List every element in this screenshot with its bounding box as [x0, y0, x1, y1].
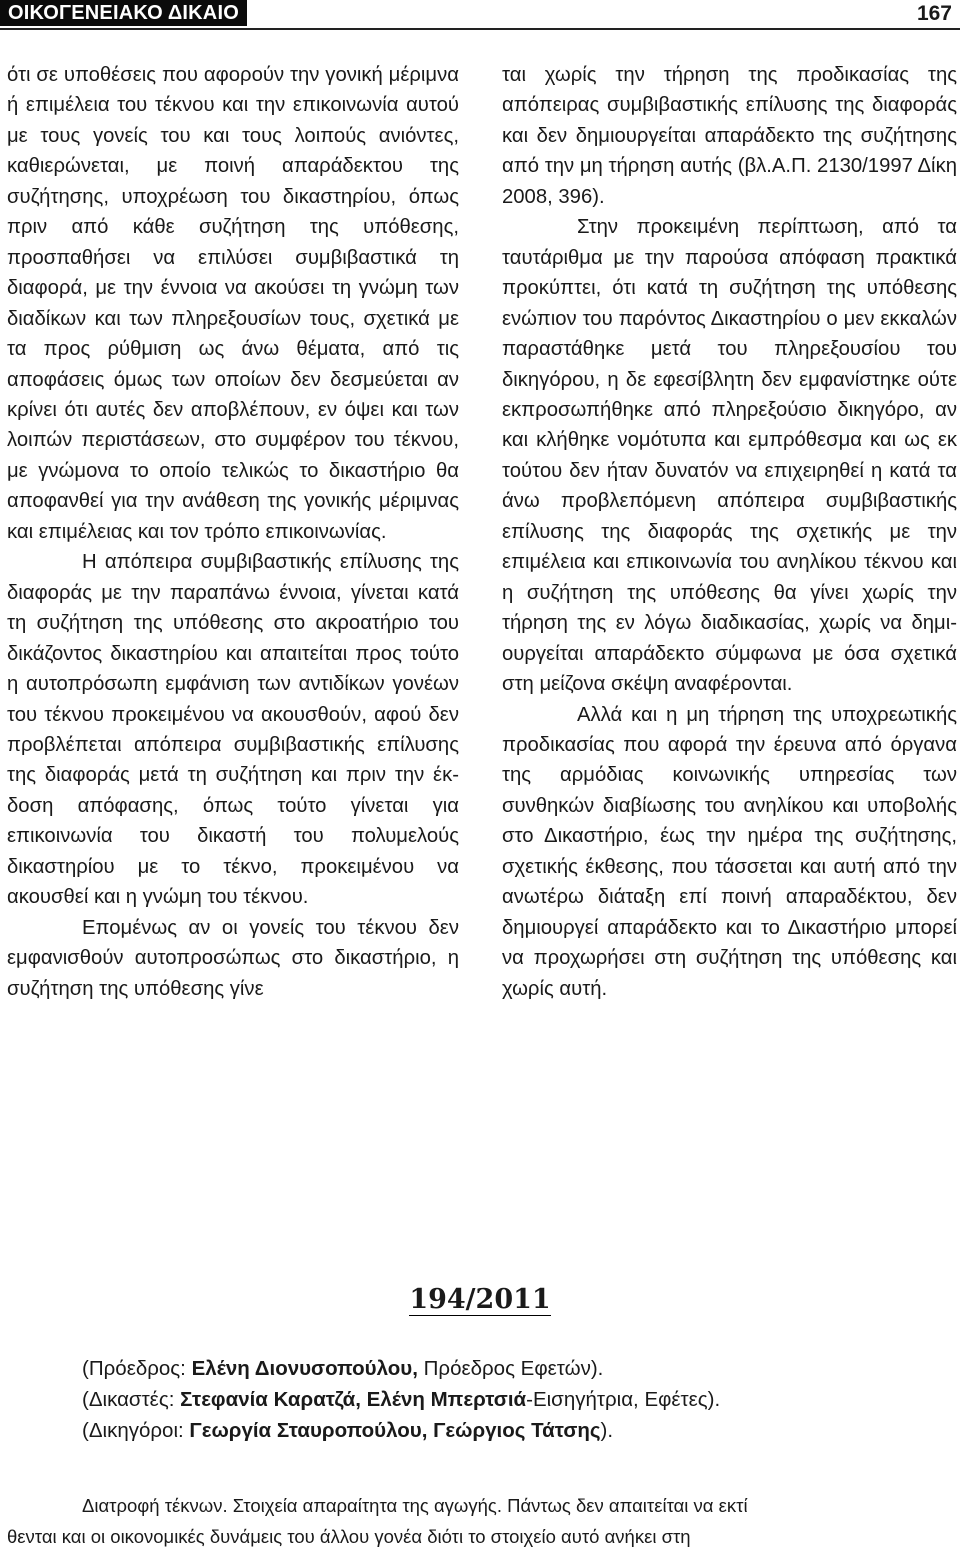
- case-number-heading: [0, 1283, 960, 1317]
- president-label: (Πρόεδρος:: [82, 1357, 192, 1380]
- president-name: Ελένη Διονυσοπούλου,: [191, 1357, 418, 1380]
- paragraph: Αλλά και η μη τήρηση της υποχρεωτικής προδικασίας που αφορά την έρευνα από όργανα της αρμόδιας κοινωνικής υπηρεσίας των συνθηκών διαβίωσης του ανηλίκου και υποβολής στο Δικαστήριο, έως την ημέρα της συζήτησης, σχετικής έκθεσης, που τάσσεται και αυτή από την ανωτέρω διάταξη επί ποινή απαραδέκτου, δεν δημιουργεί απαράδεκτο και το Δικαστήριο μπορεί να προχωρήσει στη συζήτηση της υπόθεσης και χωρίς αυτή.: [502, 703, 957, 1000]
- case-summary: [7, 1490, 952, 1552]
- president-line: [82, 1353, 952, 1384]
- summary-line: Διατροφή τέκνων. Στοιχεία απαραίτητα της αγωγής. Πάντως δεν απαιτείται να εκτί: [82, 1495, 748, 1516]
- judges-line: [82, 1384, 952, 1415]
- running-header: [0, 0, 960, 30]
- paragraph: Επομένως αν οι γονείς του τέκνου δεν εμφανισθούν αυτοπροσώπως στο δικαστήριο, η συζήτηση της υπόθεσης γίνε: [7, 916, 459, 1000]
- left-column: [7, 60, 459, 1004]
- summary-line: θενται και οι οικονομικές δυνάμεις του άλλου γονέα διότι το στοιχείο αυτό ανήκει στη: [7, 1526, 691, 1547]
- lawyers-line: [82, 1415, 952, 1446]
- paragraph: ότι σε υποθέσεις που αφορούν την γονική μέριμνα ή επιμέλεια του τέκνου και την επικοινωνία αυτού με τους γονείς του και τους λοιπούς ανιόντες, καθιερώνεται, με ποινή απαράδεκτου της συζήτησης, υποχρέωση του δικαστηρίου, όπως πριν από κάθε συζήτηση της υπόθεσης, προσπαθήσει να επιλύσει συμβιβαστικά τη διαφορά, με την έννοια να ακούσει τη γνώμη των διαδίκων και των πληρεξουσίων τους, σχετικά με τα προς ρύθμιση ως άνω θέματα, από τις αποφάσεις όμως των οποίων δεν δεσμεύεται αν κρίνει ότι αυτές δεν αποβλέπουν, εν όψει και των λοιπών περιστάσεων, στο συμφέρον του τέκνου, με γνώμονα το οποίο τελικώς το δικαστήριο θα αποφανθεί για την ανάθεση της γονικής μέριμνας και επιμέλειας και τον τρόπο επικοινωνίας.: [7, 64, 459, 543]
- president-role: Πρόεδρος Εφετών).: [417, 1357, 604, 1380]
- case-number: 194/2011: [409, 1284, 551, 1315]
- paragraph: Στην προκειμένη περίπτωση, από τα ταυτάριθμα με την παρούσα απόφαση πρακτικά προκύπτει, ότι κατά τη συζήτηση της υπόθεσης ενώπιον του παρόντος Δικαστηρίου ο μεν εκκαλών παραστάθηκε μετά του πληρεξουσίου του δικηγόρου, η δε εφεσίβλητη δεν εμφανίστηκε ούτε εκπροσωπήθηκε από πληρεξούσιο δικηγόρο, αν και κλήθηκε νομότυπα και εμπρόθεσμα και ως εκ τούτου δεν ήταν δυνατόν να επιχειρηθεί η κατά τα άνω προβλεπόμενη απόπειρα συμβιβαστικής επίλυσης της διαφοράς της σχετικής με την επιμέλεια και επικοινωνία του ανηλίκου τέκνου και η συζήτηση της υπόθεσης θα γίνει χωρίς την τήρηση της εν λόγω διαδικασίας, χωρίς να δημιουργείται απαράδεκτο σύμφωνα με όσα σχετικά στη μείζονα σκέψη αναφέρονται.: [502, 216, 957, 696]
- judges-role: -Εισηγήτρια, Εφέτες).: [526, 1388, 721, 1411]
- judges-names: Στεφανία Καρατζά, Ελένη Μπερτσιά: [180, 1388, 527, 1411]
- paragraph: Η απόπειρα συμβιβαστικής επίλυσης της διαφοράς με την παραπάνω έννοια, γίνεται κατά τη συζήτηση της υπόθεσης στο ακροατήριο του δικάζοντος δικαστηρίου και απαιτείται προς τούτο η αυτοπρόσωπη εμφάνιση των αντιδίκων γονέων του τέκνου προκειμένου να ακουσθούν, αφού δεν προβλέπεται απόπειρα συμβιβαστικής επίλυσης της διαφοράς μετά τη συζήτηση και πριν την έκδοση απόφασης, όπως τούτο γίνεται για επικοινωνία του δικαστή του πολυμελούς δικαστηρίου με το τέκνο, προκειμένου να ακουσθεί και η γνώμη του τέκνου.: [7, 551, 459, 909]
- section-title: ΟΙΚΟΓΕΝΕΙΑΚΟ ΔΙΚΑΙΟ: [0, 0, 247, 26]
- lawyers-close: ).: [600, 1419, 614, 1442]
- paragraph: ται χωρίς την τήρηση της προδικασίας της απόπειρας συμβιβαστικής επίλυσης της διαφοράς και δεν δημιουργείται απαράδεκτο της συζήτησης από την μη τήρηση αυτής (βλ.Α.Π. 2130/1997 Δίκη 2008, 396).: [502, 64, 957, 208]
- lawyers-label: (Δικηγόροι:: [82, 1419, 190, 1442]
- judges-label: (Δικαστές:: [82, 1388, 181, 1411]
- page-number: 167: [916, 2, 952, 25]
- court-credits: [82, 1353, 952, 1446]
- right-column: [502, 60, 957, 1004]
- lawyers-names: Γεωργία Σταυροπούλου, Γεώργιος Τάτσης: [189, 1419, 601, 1442]
